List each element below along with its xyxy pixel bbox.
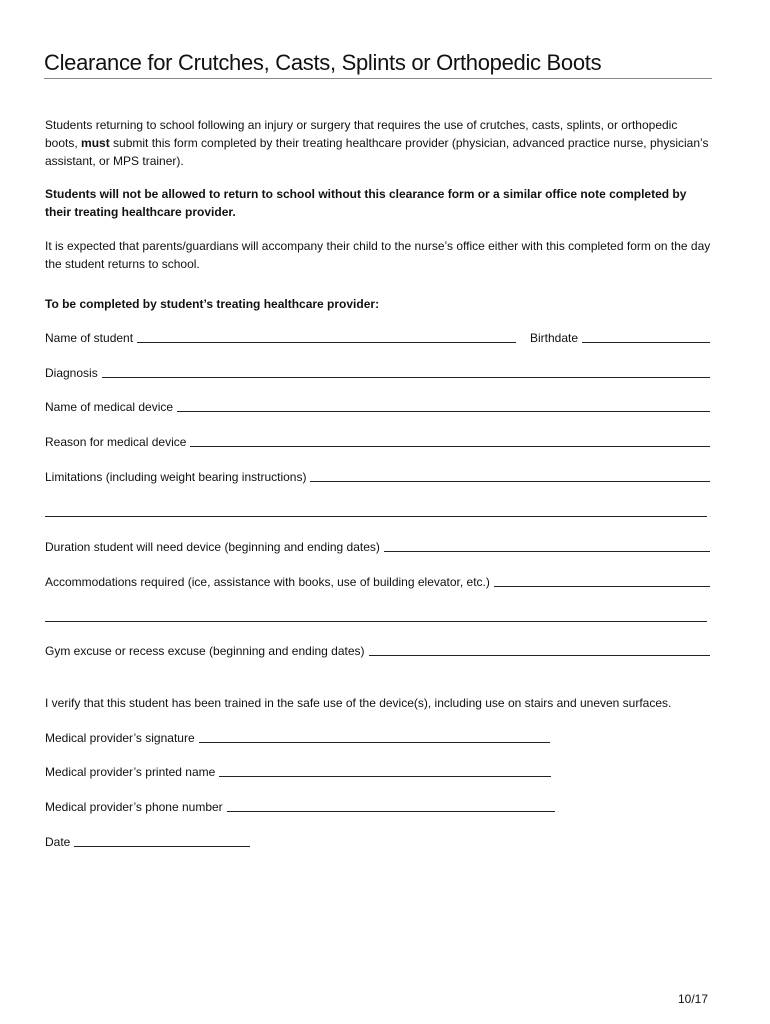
diagnosis-row (45, 364, 710, 382)
medical-device-row (45, 398, 710, 416)
duration-input[interactable] (384, 539, 710, 552)
gym-excuse-input[interactable] (369, 643, 710, 656)
student-name-input[interactable] (137, 330, 516, 343)
signature-row (45, 729, 550, 747)
student-name-label: Name of student (45, 331, 134, 345)
student-name-row (45, 329, 710, 347)
intro-paragraph (45, 116, 713, 170)
date-label: Date (45, 835, 71, 849)
phone-input[interactable] (227, 799, 555, 812)
expectation-paragraph: It is expected that parents/guardians will accompany their child to the nurse’s office either with this completed form on the day the student returns to school. (45, 239, 711, 271)
diagnosis-input[interactable] (102, 365, 710, 378)
medical-device-label: Name of medical device (45, 400, 174, 414)
reason-row (45, 433, 710, 451)
accommodations-continuation-line[interactable] (45, 621, 707, 622)
reason-label: Reason for medical device (45, 435, 187, 449)
accommodations-row (45, 573, 710, 591)
form-title: Clearance for Crutches, Casts, Splints or Orthopedic Boots (44, 50, 712, 79)
printed-name-input[interactable] (219, 764, 551, 777)
verification-statement: I verify that this student has been trained in the safe use of the device(s), including use on stairs and uneven surfaces. (45, 696, 672, 710)
gym-excuse-row (45, 642, 710, 660)
diagnosis-label: Diagnosis (45, 366, 98, 380)
phone-label: Medical provider’s phone number (45, 800, 223, 814)
birthdate-label: Birthdate (529, 331, 578, 345)
accommodations-input[interactable] (494, 574, 710, 587)
accommodations-label: Accommodations required (ice, assistance with books, use of building elevator, etc.) (45, 575, 490, 589)
date-row (45, 833, 250, 851)
signature-label: Medical provider’s signature (45, 731, 195, 745)
printed-name-row (45, 763, 551, 781)
birthdate-input[interactable] (582, 330, 710, 343)
duration-row (45, 538, 710, 556)
medical-device-input[interactable] (177, 399, 710, 412)
limitations-input[interactable] (310, 469, 710, 482)
limitations-row (45, 468, 710, 486)
limitations-continuation-line[interactable] (45, 516, 707, 517)
duration-label: Duration student will need device (beginning and ending dates) (45, 540, 380, 554)
intro-text-end: submit this form completed by their treating healthcare provider (physician, advanced practice nurse, physician’s assistant, or MPS trainer). (45, 136, 709, 168)
limitations-label: Limitations (including weight bearing instructions) (45, 470, 307, 484)
provider-heading: To be completed by student’s treating healthcare provider: (45, 297, 380, 311)
reason-input[interactable] (190, 434, 710, 447)
phone-row (45, 798, 555, 816)
gym-excuse-label: Gym excuse or recess excuse (beginning and ending dates) (45, 644, 365, 658)
warning-paragraph: Students will not be allowed to return to school without this clearance form or a similar office note completed by their treating healthcare provider. (45, 187, 687, 219)
printed-name-label: Medical provider’s printed name (45, 765, 216, 779)
signature-input[interactable] (199, 730, 550, 743)
form-version-code: 10/17 (677, 992, 708, 1006)
intro-must: must (81, 136, 110, 150)
intro-text-start: Students returning to school following an injury or surgery that requires the use of crutches, casts, splints, or orthopedic boots, (45, 118, 678, 150)
date-input[interactable] (74, 834, 250, 847)
